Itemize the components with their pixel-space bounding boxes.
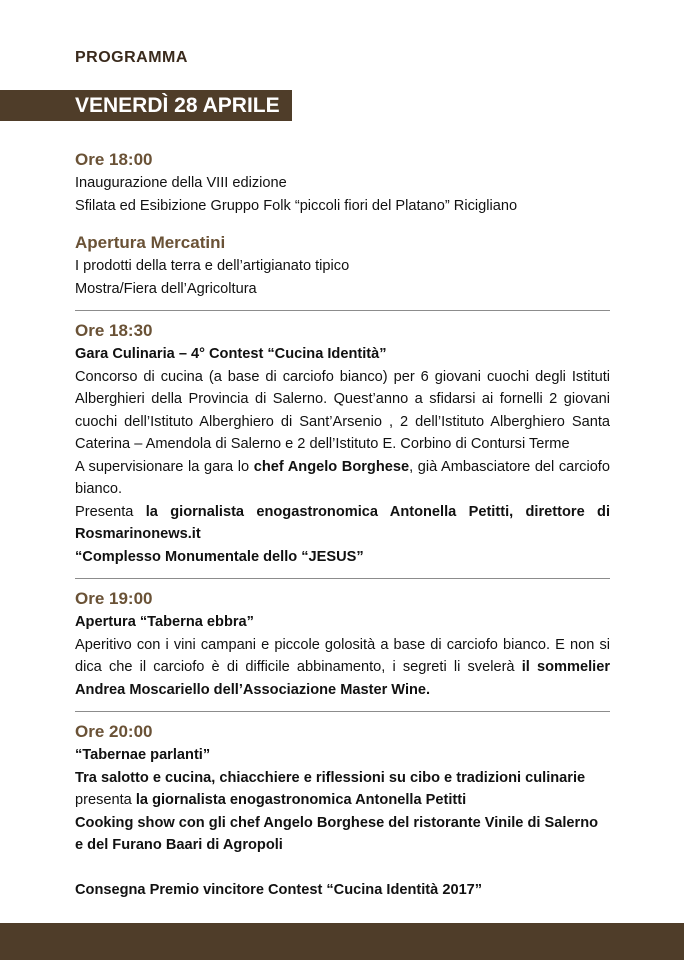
- time-1830: Ore 18:30: [75, 321, 153, 340]
- supervisor-name: chef Angelo Borghese: [253, 458, 410, 475]
- mercatini-title: Apertura Mercatini: [75, 233, 226, 252]
- aperitivo-pre: Aperitivo con i vini campani e piccole golosità a base di carciofo bianco. E non si dica che il carciofo è di difficile abbinamento, i segreti li svelerà: [75, 636, 610, 675]
- salotto-line: Tra salotto e cucina, chiacchiere e riflessioni su cibo e tradizioni culinarie: [75, 769, 586, 786]
- supervisor-pre: A supervisionare la gara lo: [75, 458, 254, 475]
- mercatini-line-1: I prodotti della terra e dell’artigianato tipico: [75, 258, 350, 274]
- divider: [75, 578, 610, 579]
- date-banner: VENERDÌ 28 APRILE: [0, 90, 292, 121]
- contest-description: Concorso di cucina (a base di carciofo bianco) per 6 giovani cuochi degli Istituti Alberghieri della Provincia di Salerno. Quest’anno a sfidarsi ai fornelli 2 giovani cuochi dell’Istituto Alberghiero di Sant’Arsenio , 2 dell’Istituto Alberghiero Santa Caterina – Amendola di Salerno e 2 dell’Istituto E. Corbino di Contursi Terme: [75, 368, 610, 452]
- s1-line-2: Sfilata ed Esibizione Gruppo Folk “piccoli fiori del Platano” Ricigliano: [75, 197, 518, 214]
- s1-line-1: Inaugurazione della VIII edizione: [75, 175, 287, 191]
- program-kicker: PROGRAMMA: [75, 49, 188, 66]
- divider: [75, 711, 610, 712]
- mercatini-line-2: Mostra/Fiera dell’Agricoltura: [75, 280, 257, 297]
- cooking-show: Cooking show con gli chef Angelo Borghese del ristorante Vinile di Salerno e del Furano Baari di Agropoli: [75, 814, 599, 853]
- time-2000: Ore 20:00: [75, 722, 153, 741]
- time-1900: Ore 19:00: [75, 589, 153, 608]
- venue: “Complesso Monumentale dello “JESUS”: [75, 548, 364, 565]
- aperitivo-text: [75, 634, 610, 702]
- presenter-pre: Presenta: [75, 503, 146, 520]
- supervisor-text: [75, 456, 610, 501]
- tabernae-title: “Tabernae parlanti”: [75, 747, 211, 763]
- presenter-pre-2: presenta: [75, 792, 136, 808]
- presenter-name-2: la giornalista enogastronomica Antonella Petitti: [135, 792, 467, 808]
- presenter-line: [75, 789, 610, 812]
- divider: [75, 310, 610, 311]
- footer-band: [0, 923, 684, 960]
- time-1800: Ore 18:00: [75, 150, 153, 169]
- presenter-text: [75, 501, 610, 546]
- contest-title: Gara Culinaria – 4° Contest “Cucina Identità”: [75, 346, 387, 362]
- presenter-name: la giornalista enogastronomica Antonella Petitti, direttore di Rosmarinonews.it: [75, 503, 611, 542]
- program-content: [75, 148, 610, 901]
- taberna-title: Apertura “Taberna ebbra”: [75, 614, 254, 630]
- award-line: Consegna Premio vincitore Contest “Cucina Identità 2017”: [75, 881, 483, 898]
- sommelier-name: il sommelier Andrea Moscariello dell’Associazione Master Wine.: [75, 659, 610, 698]
- supervisor-post: , già Ambasciatore del carciofo bianco.: [75, 458, 610, 497]
